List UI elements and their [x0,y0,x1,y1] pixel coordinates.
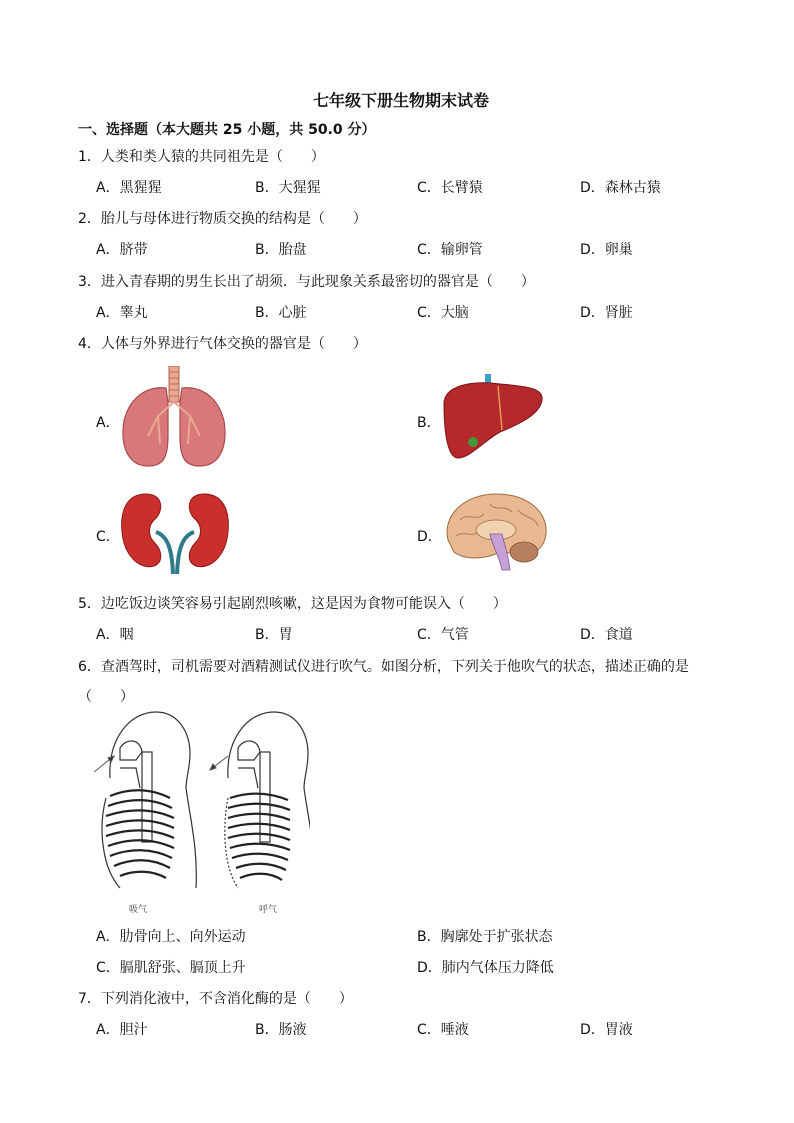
kidneys-icon [118,490,232,578]
question-1-stem: 1．人类和类人猿的共同祖先是（ ） [78,149,325,165]
question-7-option-b[interactable]: B．肠液 [255,1022,307,1038]
question-4-stem: 4．人体与外界进行气体交换的器官是（ ） [78,336,367,352]
question-4-option-a[interactable]: A． [96,415,120,431]
question-4-option-c[interactable]: C． [96,529,120,545]
question-1-option-a[interactable]: A．黑猩猩 [96,180,162,196]
question-6-option-a[interactable]: A．肋骨向上、向外运动 [96,929,246,945]
question-5-option-c[interactable]: C．气管 [417,627,469,643]
question-3-option-d[interactable]: D．肾脏 [580,305,633,321]
question-2-option-c[interactable]: C．输卵管 [417,242,483,258]
question-6-stem: 6．查酒驾时，司机需要对酒精测试仪进行吹气。如图分析，下列关于他吹气的状态，描述正确的是 [78,659,689,675]
breathing-diagram [90,708,310,922]
question-3-option-c[interactable]: C．大脑 [417,305,469,321]
question-1-option-d[interactable]: D．森林古猿 [580,180,661,196]
question-5-option-d[interactable]: D．食道 [580,627,633,643]
lungs-icon [118,366,230,474]
question-6-stem-continuation: （ ） [78,689,134,705]
question-1-option-b[interactable]: B．大猩猩 [255,180,321,196]
question-5-option-a[interactable]: A．咽 [96,627,134,643]
question-6-option-b[interactable]: B．胸廓处于扩张状态 [417,929,553,945]
exhale-caption: 呼气 [259,905,278,915]
exhale-figure [225,712,310,888]
question-3-stem: 3．进入青春期的男生长出了胡须．与此现象关系最密切的器官是（ ） [78,274,535,290]
question-7-stem: 7．下列消化液中，不含消化酶的是（ ） [78,991,353,1007]
question-2-option-d[interactable]: D．卵巢 [580,242,633,258]
question-7-option-a[interactable]: A．胆汁 [96,1022,148,1038]
question-2-stem: 2．胎儿与母体进行物质交换的结构是（ ） [78,211,367,227]
question-1-option-c[interactable]: C．长臂猿 [417,180,483,196]
question-3-option-a[interactable]: A．睾丸 [96,305,148,321]
question-6-option-d[interactable]: D．肺内气体压力降低 [417,960,554,976]
question-5-stem: 5．边吃饭边谈笑容易引起剧烈咳嗽，这是因为食物可能误入（ ） [78,596,507,612]
liver-icon [440,374,546,464]
question-3-option-b[interactable]: B．心脏 [255,305,307,321]
inhale-caption: 吸气 [129,905,148,915]
question-6-option-c[interactable]: C．膈肌舒张、膈顶上升 [96,960,246,976]
question-5-option-b[interactable]: B．胃 [255,627,293,643]
question-2-option-a[interactable]: A．脐带 [96,242,148,258]
question-7-option-c[interactable]: C．唾液 [417,1022,469,1038]
brain-icon [440,490,550,576]
question-2-option-b[interactable]: B．胎盘 [255,242,307,258]
page-title: 七年级下册生物期末试卷 [313,91,490,110]
question-7-option-d[interactable]: D．胃液 [580,1022,633,1038]
question-4-option-b[interactable]: B． [417,415,441,431]
section-heading: 一、选择题（本大题共 25 小题，共 50.0 分） [78,122,376,138]
question-4-option-d[interactable]: D． [417,529,442,545]
